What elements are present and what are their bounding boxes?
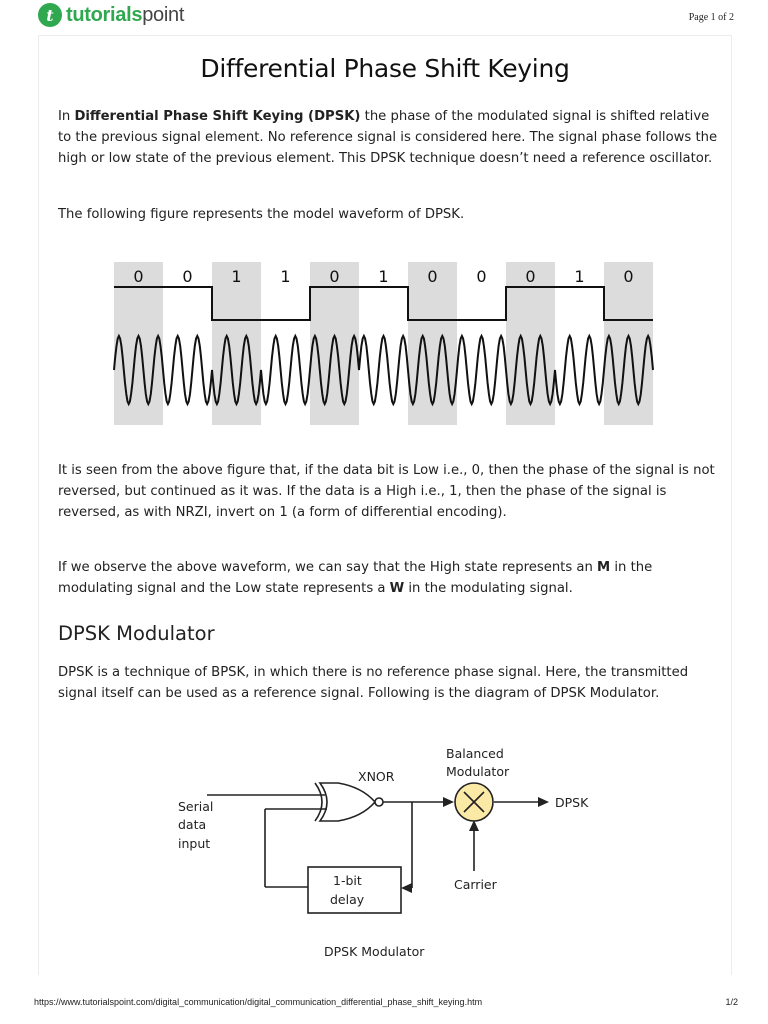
intro-paragraph	[58, 106, 718, 169]
waveform-bit-label: 1	[378, 267, 389, 286]
page-title: Differential Phase Shift Keying	[200, 54, 570, 83]
delay-label-2: delay	[330, 892, 365, 907]
obs-part-d: in the modulating signal.	[404, 581, 573, 596]
tutorialspoint-logo[interactable]	[38, 3, 184, 27]
waveform-bit-label: 1	[280, 267, 291, 286]
logo-wordmark	[66, 4, 184, 27]
logo-text-part2: point	[142, 3, 185, 26]
footer-page-number: 1/2	[725, 997, 738, 1007]
arrow-to-mixer	[443, 797, 454, 807]
xnor-gate-shape	[320, 783, 375, 821]
balanced-modulator-label-1: Balanced	[446, 746, 504, 761]
logo-text-part1: tutorials	[66, 3, 143, 26]
waveform-bit-labels	[133, 267, 633, 286]
xnor-gate-back-arc	[315, 783, 322, 821]
obs-part-c: in the modulating signal and the Low state represents a	[58, 560, 653, 596]
waveform-modulated-signal	[114, 336, 653, 404]
waveform-bit-label: 0	[623, 267, 634, 286]
observation-paragraph	[58, 557, 718, 599]
explanation-paragraph: It is seen from the above figure that, if the data bit is Low i.e., 0, then the phase of the signal is not reversed, but continued as it was. If the data is a High i.e., 1, then the phase of the signal is reversed, as with NRZI, invert on 1 (a form of differential encoding).	[58, 463, 715, 520]
carrier-label: Carrier	[454, 877, 497, 892]
delay-label-1: 1-bit	[333, 873, 362, 888]
page-header	[0, 0, 768, 34]
intro-rest: the phase of the modulated signal is shifted relative to the previous signal element. No reference signal is considered here. The signal phase follows the high or low state of the previous element. This DPSK technique doesn’t need a reference oscillator.	[58, 109, 718, 166]
modulator-paragraph: DPSK is a technique of BPSK, in which there is no reference phase signal. Here, the transmitted signal itself can be used as a reference signal. Following is the diagram of DPSK Modulator.	[58, 665, 689, 701]
intro-prefix: In	[58, 109, 75, 124]
waveform-shade-band	[212, 262, 261, 425]
arrow-to-output	[538, 797, 549, 807]
diagram-caption: DPSK Modulator	[324, 944, 425, 959]
arrow-to-delay	[401, 883, 412, 893]
intro-bold-term: Differential Phase Shift Keying (DPSK)	[74, 109, 361, 124]
waveform-shade-band	[408, 262, 457, 425]
serial-input-label-3: input	[178, 836, 211, 851]
waveform-bit-label: 1	[231, 267, 242, 286]
xnor-gate-bubble	[375, 798, 383, 806]
serial-input-label-2: data	[178, 817, 207, 832]
waveform-bit-label: 1	[574, 267, 585, 286]
waveform-bit-label: 0	[427, 267, 438, 286]
waveform-bit-label: 0	[133, 267, 144, 286]
waveform-bit-label: 0	[329, 267, 340, 286]
balanced-modulator-label-2: Modulator	[446, 764, 510, 779]
figure-intro-paragraph: The following figure represents the model waveform of DPSK.	[58, 207, 465, 222]
footer-url[interactable]: https://www.tutorialspoint.com/digital_communication/digital_communication_differential_phase_shift_keying.htm	[34, 997, 483, 1007]
dpsk-waveform-figure	[74, 225, 664, 425]
waveform-bit-label: 0	[525, 267, 536, 286]
xnor-label: XNOR	[358, 769, 395, 784]
waveform-digital-signal	[114, 287, 653, 320]
obs-part-a: If we observe the above waveform, we can say that the High state represents an	[58, 560, 598, 575]
page-counter: Page 1 of 2	[688, 12, 734, 23]
section-heading-dpsk-modulator: DPSK Modulator	[58, 622, 215, 645]
serial-input-label-1: Serial	[178, 799, 214, 814]
dpsk-modulator-diagram	[120, 705, 640, 970]
waveform-bit-label: 0	[182, 267, 193, 286]
obs-bold-m: M	[597, 560, 611, 575]
dpsk-output-label: DPSK	[555, 795, 589, 810]
logo-icon: t	[38, 3, 62, 27]
obs-bold-w: W	[389, 581, 405, 596]
waveform-bit-label: 0	[476, 267, 487, 286]
